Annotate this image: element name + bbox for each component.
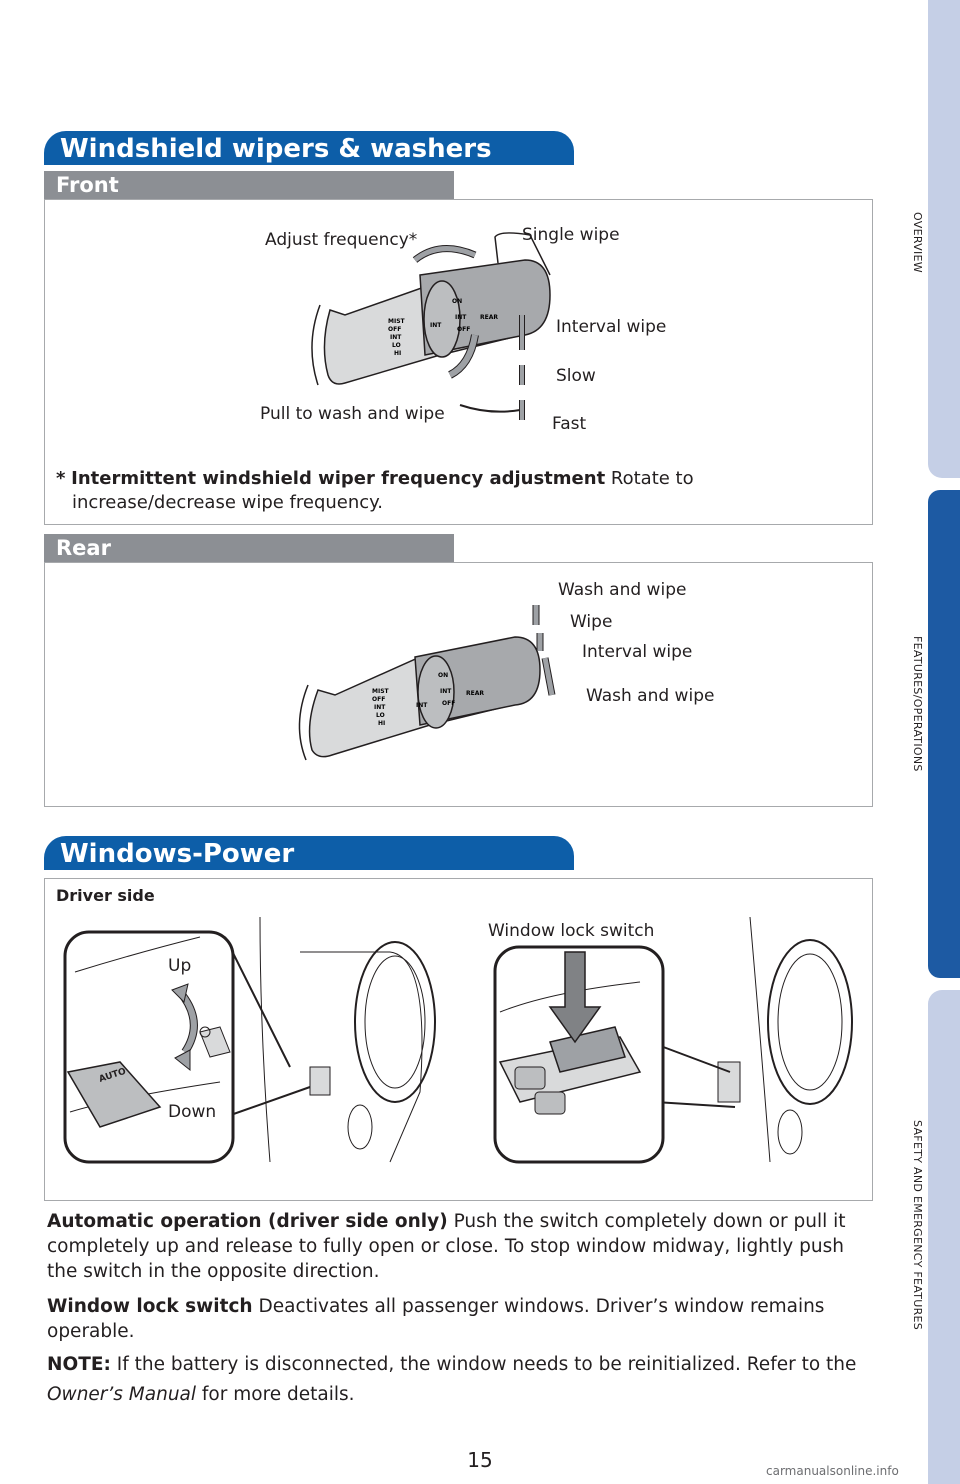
lock-switch-paragraph: [47, 1294, 877, 1344]
lever-mark: HI: [394, 350, 402, 357]
note-bold: NOTE:: [47, 1354, 111, 1375]
page-number: 15: [467, 1448, 493, 1472]
footnote-text-2: increase/decrease wipe frequency.: [72, 492, 383, 513]
driver-side-label: Driver side: [56, 886, 155, 905]
watermark: carmanualsonline.info: [766, 1464, 899, 1478]
side-label-features: FEATURES/OPERATIONS: [911, 636, 924, 772]
windows-section-title: Windows-Power: [44, 836, 574, 870]
window-lock-illustration: [490, 912, 865, 1167]
lever-mark: ON: [438, 672, 449, 679]
side-label-overview: OVERVIEW: [911, 212, 924, 273]
lever-mark: LO: [392, 342, 401, 349]
lever-mark: INT: [374, 704, 386, 711]
lever-mark: OFF: [372, 696, 386, 703]
lever-mark: REAR: [466, 690, 484, 697]
footnote-bold: Intermittent windshield wiper frequency adjustment: [71, 468, 606, 489]
label-single-wipe: Single wipe: [522, 225, 620, 245]
label-wash-and-wipe-down: Wash and wipe: [586, 686, 715, 706]
label-down: Down: [168, 1102, 217, 1122]
side-tab-features[interactable]: [928, 490, 960, 978]
front-heading: Front: [44, 171, 454, 199]
lever-mark: OFF: [457, 326, 471, 333]
note-text-2: for more details.: [201, 1384, 355, 1405]
lever-mark: OFF: [388, 326, 402, 333]
note-text-1: If the battery is disconnected, the window needs to be reinitialized. Refer to the: [116, 1354, 857, 1375]
label-pull-to-wash: Pull to wash and wipe: [260, 404, 445, 424]
lock-switch-bold: Window lock switch: [47, 1296, 253, 1317]
lever-mark: HI: [378, 720, 386, 727]
lever-mark: MIST: [372, 688, 389, 695]
label-slow: Slow: [556, 366, 596, 386]
wipers-section-title: Windshield wipers & washers: [44, 131, 574, 165]
auto-switch-label: AUTO: [97, 1066, 128, 1085]
label-rear-interval-wipe: Interval wipe: [582, 642, 693, 662]
lever-mark: REAR: [480, 314, 498, 321]
label-window-lock-switch: Window lock switch: [488, 921, 655, 941]
footnote-star: *: [56, 468, 66, 489]
front-footnote: [56, 467, 816, 515]
lever-mark: ON: [452, 298, 463, 305]
label-fast: Fast: [552, 414, 587, 434]
owners-manual-ref: Owner’s Manual: [47, 1384, 197, 1405]
lever-mark: INT: [390, 334, 402, 341]
lever-mark: INT: [430, 322, 442, 329]
side-label-safety: SAFETY AND EMERGENCY FEATURES: [911, 1120, 924, 1331]
label-adjust-frequency: Adjust frequency*: [265, 230, 418, 250]
rear-wiper-illustration: [290, 595, 580, 770]
rear-heading: Rear: [44, 534, 454, 562]
auto-operation-paragraph: [47, 1209, 877, 1284]
lever-mark: OFF: [442, 700, 456, 707]
footnote-text: Rotate to: [610, 468, 694, 489]
auto-operation-bold: Automatic operation (driver side only): [47, 1211, 448, 1232]
label-up: Up: [168, 956, 192, 976]
auto-operation-text: Push the switch completely down or pull it completely up and release to fully open or close. To stop window midway, lightly push the switch in the opposite direction.: [47, 1211, 846, 1282]
lever-mark: INT: [455, 314, 467, 321]
lever-mark: MIST: [388, 318, 405, 325]
lever-mark: INT: [440, 688, 452, 695]
driver-door-illustration: [60, 912, 440, 1167]
side-tab-safety[interactable]: [928, 990, 960, 1484]
side-tab-overview[interactable]: [928, 0, 960, 478]
note-paragraph: [47, 1350, 877, 1410]
lock-switch-text: Deactivates all passenger windows. Driver’s window remains operable.: [47, 1296, 825, 1342]
lever-mark: LO: [376, 712, 385, 719]
label-interval-wipe: Interval wipe: [556, 317, 667, 337]
label-wipe: Wipe: [570, 612, 613, 632]
label-wash-and-wipe-up: Wash and wipe: [558, 580, 687, 600]
lever-mark: INT: [416, 702, 428, 709]
